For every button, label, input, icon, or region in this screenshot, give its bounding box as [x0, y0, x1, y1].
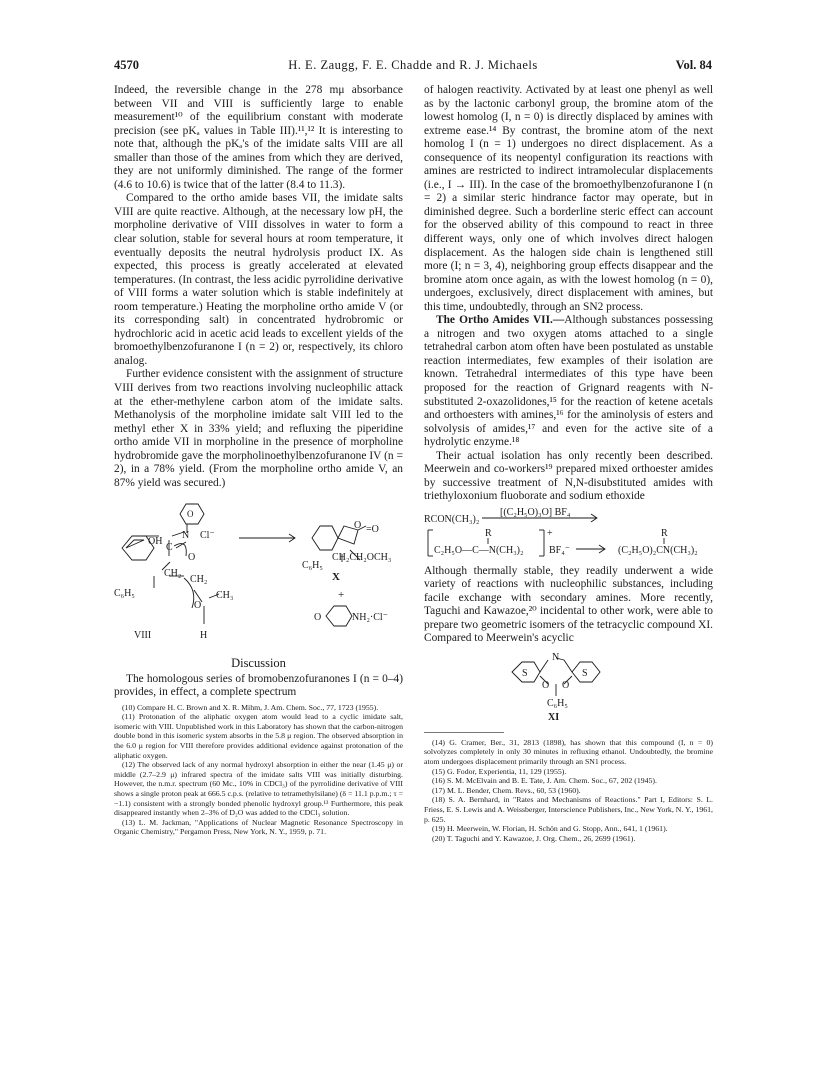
- right-column: [424, 84, 713, 843]
- intermediate-label: C₂H₅O—C—N(CH₃)₂: [434, 544, 524, 556]
- x-ring-o: O: [354, 520, 362, 532]
- chloride-label: Cl⁻: [200, 530, 215, 542]
- body-paragraph: Compared to the ortho amide bases VII, the imidate salts VIII are quite reactive. Although, at the necessary low pH, the morpholine derivative of VIII dissolves in water to form a clear solution, stable for several hours at room temperature, it eventually deposits the neutral hydrolysis product IX. As expected, this process is greatly accelerated at elevated temperatures. (In contrast, the less acidic pyrrolidine derivative of VIII forms a water solution which is stable indefinitely at room temperature.) Heating the morpholine ortho amide V (or its corresponding salt) in concentrated hydrobromic or hydrochloric acid in acetic acid leads to excellent yields of the bromoethylbenzofuranone I (n = 2) or, respectively, its chloro analog.: [114, 192, 403, 367]
- ch2-a-label: CH₂: [164, 568, 182, 580]
- x-phenyl-label: C₆H₅: [302, 560, 323, 572]
- compound-label-x: X: [332, 571, 340, 584]
- positive-charge: +: [547, 527, 553, 539]
- footnote-rule: [424, 732, 504, 733]
- ch2-b-label: CH₂: [190, 574, 208, 586]
- counterion-label: BF₄⁻: [549, 544, 570, 556]
- scheme-meerwein-svg: [424, 508, 713, 560]
- footnotes-left: [114, 703, 403, 837]
- footnotes-right: [424, 738, 713, 844]
- compound-label-xi: XI: [548, 711, 560, 723]
- footnote: (15) G. Fodor, Experientia, 11, 129 (1955).: [432, 766, 567, 776]
- h-label: H: [200, 630, 208, 642]
- body-paragraph: Further evidence consistent with the assignment of structure VIII derives from two reactions involving nucleophilic attack at the ether-methylene carbon atom of the imidate salts. Methanolysis of the morpholine imidate salt VIII led to the methyl ether X in 33% yield; and refluxing the piperidine ortho amide VII in morpholine in the presence of morpholine hydrobromide gave the morpholinoethylbenzofuranone IV (n = 2), in a 78% yield. (From the morpholine ortho amide V, an 87% yield was secured.): [114, 368, 403, 489]
- phenyl-label: C₆H₅: [547, 697, 568, 709]
- running-title: H. E. Zaugg, F. E. Chadde and R. J. Michaels: [288, 58, 538, 72]
- footnote: (13) L. M. Jackman, "Applications of Nuclear Magnetic Resonance Spectroscopy in Organic Chemistry," Pergamon Press, New York, N. Y., 1959, p. 71.: [114, 817, 403, 837]
- footnote: (18) S. A. Bernhard, in "Rates and Mechanisms of Reactions." Part I, Editors: S. L. Friess, E. S. Lewis and A. Weissberger, Interscience Publishers, Inc., New York, N. Y., 1961, p. 625.: [424, 795, 713, 824]
- body-paragraph: The homologous series of bromobenzofuranones I (n = 0–4) provides, in effect, a complete spectrum: [114, 672, 403, 699]
- n-label: N: [182, 530, 190, 542]
- footnote: (12) The observed lack of any normal hydroxyl absorption in either the near (1.45 μ) or middle (2.7–2.9 μ) infrared spectra of the imidate salts VIII was initially disturbing. However, the n.m.r. spectrum (60 Mc., 10% in CDCl₃) of the pyrrolidine derivative of VIII shows a single proton peak at 666.5 c.p.s. (relative to tetramethylsilane) (δ = 11.1 p.p.m.; τ = −1.1) consistent with a strongly bonded phenolic hydroxyl group.¹³ Furthermore, this peak disappeared instantly when 2–3% of D₂O was added to the CDCl₃ solution.: [114, 760, 404, 818]
- product-label: (C₂H₅O)₂CN(CH₃)₂: [618, 544, 698, 556]
- body-paragraph: Indeed, the reversible change in the 278 mμ absorbance between VII and VIII is sufficiently large to enable measurement¹⁰ of the equilibrium constant with moderate precision (see pKₐ values in Table III).¹¹,¹² It is interesting to note that, although the pKₐ's of the imidate salts VIII are all smaller than those of the amines from which they are derived, they are not uniformly diminished. The range of the former (4.6 to 10.6) is twice that of the latter (8.4 to 11.3).: [114, 84, 403, 191]
- r-substituent-top: R: [485, 527, 492, 539]
- page-number: 4570: [114, 58, 139, 72]
- reaction-scheme-meerwein: [424, 508, 713, 565]
- footnote: (14) G. Cramer, Ber., 31, 2813 (1898), has shown that this compound (I, n = 0) solvolyzes completely in only 30 minutes in refluxing ethanol. Undoubtedly, the bromine atom undergoes displacement primarily through an SN1 process.: [424, 737, 713, 766]
- paragraph-text: Although substances possessing a nitrogen and two oxygen atoms attached to a single tetrahedral carbon atom often have been postulated as unstable reaction intermediates, few examples of their isolation are known. Tetrahedral intermediates of this type have been proposed for the reaction of Grignard reagents with N-substituted 2-oxazolidones,¹⁵ for the reaction of ketene acetals and orthoesters with amines,¹⁶ for the aminolysis of esters and solvolysis of amides,¹⁷ and even for the active site of a hydrolytic enzyme.¹⁸: [424, 314, 713, 449]
- phenyl-label: C₆H₅: [114, 588, 135, 600]
- footnote: (19) H. Meerwein, W. Florian, H. Schön and G. Stopp, Ann., 641, 1 (1961).: [432, 824, 668, 834]
- compound-label-viii: VIII: [134, 630, 152, 642]
- body-paragraph: Their actual isolation has only recently been described. Meerwein and co-workers¹⁹ prepared mixed orthoester amides by successive treatment of N,N-disubstituted amides with triethyloxonium fluoborate and sodium ethoxide: [424, 449, 713, 503]
- body-paragraph: of halogen reactivity. Activated by at least one phenyl as well as by the lactonic carbonyl group, the bromine atom of the lowest homolog (I, n = 0) is directly displaced by amines with extreme ease.¹⁴ By contrast, the bromine atom of the next homolog I (n = 1) undergoes no direct displacement. As a consequence of its neopentyl configuration its reactions with amines are restricted to indirect intramolecular displacements (i.e., I → III). In the case of the bromoethylbenzofuranone I (n = 2) a similar steric hindrance factor may operate, but in diminished degree. Such a borderline steric effect can account for the observed ability of this compound to react in three different ways, only one of which involves direct halogen displacement. As the halogen side chain is lengthened still more (I; n = 3, 4), neighboring group effects disappear and the bromine atom once again, as with the lowest homolog (n = 0), undergoes, exclusively, direct displacement with amines, but this time, undoubtedly, through an SN2 process.: [424, 84, 713, 313]
- r-substituent-product: R: [661, 527, 668, 539]
- salt-label: NH₂·Cl⁻: [352, 612, 388, 624]
- section-heading-discussion: Discussion: [231, 655, 286, 670]
- scheme-viii-x-svg: [114, 498, 403, 648]
- reaction-scheme-viii-to-x: [114, 498, 403, 653]
- subsection-heading: The Ortho Amides VII.—: [436, 314, 565, 327]
- start-amide-label: RCON(CH₃)₂: [424, 513, 480, 525]
- body-paragraph: Although thermally stable, they readily underwent a wide variety of reactions with nucleophilic substances, including facile exchange with secondary amines. More recently, Taguchi and Kawazoe,²⁰ incidental to other work, were able to prepare two geometric isomers of the tetracyclic compound XI. Compared to Meerwein's acyclic: [424, 564, 713, 645]
- sulfur-left: S: [522, 667, 528, 679]
- plus-sign: +: [338, 589, 345, 602]
- oxygen-left: O: [542, 679, 550, 691]
- footnote: (10) Compare H. C. Brown and X. R. Mihm, J. Am. Chem. Soc., 77, 1723 (1955).: [122, 702, 379, 712]
- footnote: (20) T. Taguchi and Y. Kawazoe, J. Org. Chem., 26, 2699 (1961).: [432, 833, 636, 843]
- running-header: [114, 58, 712, 76]
- nitrogen-label: N: [552, 651, 560, 663]
- footnote: (17) M. L. Bender, Chem. Revs., 60, 53 (1960).: [432, 785, 581, 795]
- o-ether-label: O: [194, 600, 202, 612]
- oxygen-right: O: [562, 679, 570, 691]
- volume-number: Vol. 84: [675, 58, 712, 72]
- structure-xi: [424, 648, 713, 724]
- reagent-label: [(C₂H₅O)₃O] BF₄: [500, 507, 571, 518]
- ch3-label: CH₃: [216, 590, 234, 602]
- oh-label: OH: [148, 536, 163, 548]
- x-substituent-label: CH₂CH₂OCH₃: [332, 552, 392, 564]
- carbonyl-label: =O: [366, 524, 379, 536]
- o-label: O: [188, 552, 196, 564]
- footnote: (16) S. M. McElvain and B. E. Tate, J. Am. Chem. Soc., 67, 202 (1945).: [432, 776, 657, 786]
- footnote: (11) Protonation of the aliphatic oxygen atom would lead to a cyclic imidate salt, isomeric with VIII. Unpublished work in this Laboratory has shown that the carbon-nitrogen double bond in this isomeric system absorbs in the 5.8 μ region. The observed absorption in the 6.0 μ region for VIII therefore provides additional evidence against protonation of the aliphatic oxygen.: [114, 712, 403, 760]
- structure-xi-svg: [424, 648, 713, 724]
- salt-o-label: O: [314, 612, 322, 624]
- morpholine-o: O: [187, 509, 194, 520]
- body-paragraph: [424, 314, 713, 449]
- sulfur-right: S: [582, 667, 588, 679]
- c-label: C: [166, 542, 173, 554]
- left-column: [114, 84, 403, 837]
